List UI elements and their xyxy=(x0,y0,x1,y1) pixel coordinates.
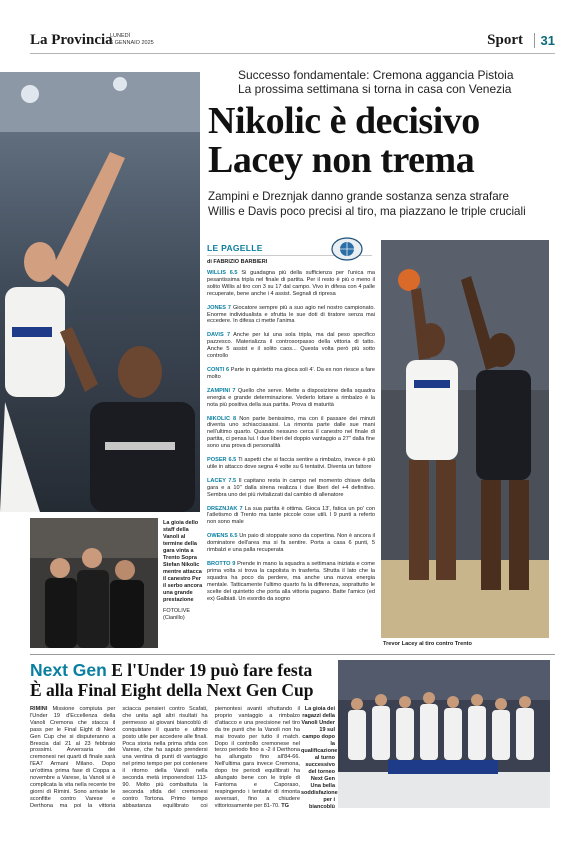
headline-line-1: Nikolic è decisivo xyxy=(208,100,480,142)
grade-poser xyxy=(207,457,375,471)
kicker-line-2: La prossima settimana si torna in casa con Venezia xyxy=(238,82,512,96)
grade-conti xyxy=(207,367,375,381)
grade-dreznjak xyxy=(207,506,375,527)
grade-text: Ti aspetti che si faccia sentire a rimbalzo, invece è più utile in attacco dove segna 4 volte su 6 tentativi. Diventa un fattore xyxy=(207,457,376,470)
grade-name: OWENS 6.5 xyxy=(207,533,238,540)
photo-caption-right: Trevor Lacey al tiro contro Trento xyxy=(383,641,472,647)
nextgen-body xyxy=(30,706,300,816)
grade-zampini xyxy=(207,388,375,409)
grade-text: Prende in mano la squadra a settimana iniziata e come prima volta si trova la capolista in trasferta. Sfrutta il lato che la squadra ha poco da perdere, ma anche una nuova energia mentale. Tatticamente l'ultimo quarto fa la differenza, soprattutto le scelte del quintetto che porta alla vittoria pagano. Batte l'amico (ed ex) Galbiati. Un esordio da sogno xyxy=(207,561,375,602)
nextgen-title-2: È alla Final Eight della Next Gen Cup xyxy=(30,680,314,700)
nextgen-photo-caption: La gioia dei ragazzi della Vanoli Under 19 sul campo dopo la qualificazione al turno successivo del torneo Next Gen Una bella soddisfazione per i biancoblù xyxy=(301,706,338,810)
grade-nikolic xyxy=(207,416,375,451)
grade-jones xyxy=(207,305,375,326)
pagelle-title: LE PAGELLE xyxy=(207,243,372,256)
nextgen-headline-line-1 xyxy=(30,660,340,680)
section-title: Sport xyxy=(487,32,523,48)
kicker-line-1: Successo fondamentale: Cremona aggancia Pistoia xyxy=(238,68,514,82)
article-headline xyxy=(208,102,558,180)
grade-name: POSER 6.5 xyxy=(207,457,237,464)
nextgen-title-1: E l'Under 19 può fare festa xyxy=(111,660,313,680)
grade-name: LACEY 7.5 xyxy=(207,477,237,484)
grade-lacey xyxy=(207,478,375,499)
section-divider xyxy=(30,654,555,655)
grade-name: CONTI 6 xyxy=(207,366,230,373)
photo-lacey xyxy=(381,240,549,638)
basketball-icon xyxy=(330,236,364,262)
subhead-line-1: Zampini e Dreznjak danno grande sostanza senza strafare xyxy=(208,190,509,203)
page-number: 31 xyxy=(534,33,555,48)
issue-weekday: LUNEDÌ xyxy=(110,33,131,39)
grade-name: DAVIS 7 xyxy=(207,332,231,339)
article-kicker xyxy=(238,68,558,96)
grade-text: La sua partita è ottima. Gioca 13', fatica un po' con l'atletismo di Trento ma tante piccole cose utili. I 9 punti a referto non sono male xyxy=(207,505,375,526)
grade-name: NIKOLIC 8 xyxy=(207,415,237,422)
grade-name: WILLIS 6.5 xyxy=(207,270,238,276)
grade-text: Quello che serve. Mette a disposizione della squadra energia e grande determinazione. Vederlo lottare a rimbalzo è la nota più positiva della sua partita. Prova di maturità xyxy=(207,387,375,408)
photo-caption-left xyxy=(163,520,205,622)
grade-text: Un paio di stoppate sono da copertina. Non è ancora il dominatore dell'area ma si fa sentire. Porta a casa 6 punti, 5 rimbalzi e una palla recuperata xyxy=(207,533,375,554)
grade-text: Il capitano resta in campo nel momento chiave della gara e a 10'' dalla sirena realizza i due liberi del +4 definitivo. Sembra uno dei più rivitalizzati dal cambio di allenatore xyxy=(207,477,375,498)
photo-staff-celebration xyxy=(30,518,158,648)
grade-text: Si guadagna più della sufficienza per l'unica ma pesantissima tripla nel finale di partita. Per il resto è più o meno il solito Willis al tiro con 3 su 17 dal campo. Vivo in difesa con 4 palle recuperate, bene anche i 4 assist. Segnali di ripresa xyxy=(207,270,375,297)
grade-text: Parte in quintetto ma gioca soli 4'. Da ex non riesce a fare molto xyxy=(207,366,375,380)
masthead xyxy=(30,30,555,54)
caption-left-text: La gioia dello staff della Vanoli al termine della gara vinta a Trento Sopra Stefan Nikolic mentre attacca il canestro Per il serbo ancora una grande prestazione xyxy=(163,520,203,603)
photo-under19-team xyxy=(338,660,550,808)
subhead-line-2: Willis e Davis poco precisi al tiro, ma piazzano le triple cruciali xyxy=(208,204,526,218)
nextgen-signature: TG xyxy=(281,802,289,809)
nextgen-dateline: RIMINI xyxy=(30,706,48,712)
issue-date xyxy=(110,33,154,47)
nextgen-body-text: Missione compiuta per l'Under 19 d'Eccellenza della Vanoli Cremona che stacca il pass per le Final Eight di Next Gen Cup che si disputeranno a Brescia dal 21 al 23 febbraio prossimi. Avversaria dei cremonesi nei quarti di finale sarà l'EA7 Armani Milano. Dopo un'ottima prima fase di Coppa a novembre a Varese, la Vanoli si è complicata la vita nella recente tre giorni di Rimini. Sono arrivate le sconfitte contro Varese e Derthona ma poi la vittoria sciacca pensieri contro Scafati, che unita agli altri risultati ha permesso ai giovani biancoblù di conquistare il quarto e ultimo posto utile per accedere alle finali. Poca storia nella prima sfida con Varese, che ha saputo prendersi una ventina di punti di vantaggio nel primo tempo per poi contenere il ritorno della Vanoli nella seconda metà imponendosi 113-90. Molto più combattuta la seconda sfida del cremonesi contro Tortona. Primo tempo abbastanza equilibrato coi piemontesi avanti sfruttando il proprio vantaggio a rimbalzo d'attacco e una precisione nel tiro da tre punti che la Vanoli non ha mai trovato per tutto il match. Dopo il controllo cremonese nel terzo periodo fino a -2 il Derthona ha allungato fino all'84-66. Nell'ultima gara invece Cremona, dopo tre periodi equilibrati ha allungato bene con le triple di Fantoma e Caporaso, respingendo i tentativi di rimonta avversari, fino a chiudere vittoriosamente per 81-70. xyxy=(30,706,300,809)
grade-text: Anche per lui una sola tripla, ma dal peso specifico pazzesco. Materializza il controsorpasso della vittoria di tatto. Anche 5 assist e il solito caos... Questa volta però più sotto controllo xyxy=(207,332,375,360)
grade-davis xyxy=(207,332,375,360)
pagelle-author: di FABRIZIO BARBIERI xyxy=(207,259,268,265)
grade-name: JONES 7 xyxy=(207,304,232,311)
grade-name: ZAMPINI 7 xyxy=(207,387,236,394)
grades-list xyxy=(207,270,375,609)
nextgen-headline xyxy=(30,660,340,700)
headline-line-2: Lacey non trema xyxy=(208,139,475,181)
grade-name: DREZNJAK 7 xyxy=(207,505,243,512)
issue-day: 6 GENNAIO 2025 xyxy=(110,40,154,46)
photo-credit: FOTOLIVE (Cianillo) xyxy=(163,608,191,621)
grade-brotto xyxy=(207,561,375,602)
grade-willis xyxy=(207,270,375,298)
nextgen-label: Next Gen xyxy=(30,660,107,680)
grade-text: Giocatore sempre più a suo agio nel nostro campionato. Enorme individualista e sfrutta le sue doti di tiratore senza mai eccedere. In difesa ci mette l'anima xyxy=(207,304,375,325)
newspaper-logo: La Provincia xyxy=(30,32,113,48)
photo-nikolic xyxy=(0,72,200,512)
grade-owens xyxy=(207,533,375,554)
grade-text: Non parte benissimo, ma con il passare dei minuti diventa uno schiacciasassi. La rimonta parte dalle sue mani nell'ultimo quarto. Quando nessuno cerca il canestro nel finale di partita, ci pensa lui. I due liberi del doppio vantaggio a 27'' dalla fine sono una prova di personalità xyxy=(207,415,375,450)
article-subhead xyxy=(208,190,558,219)
grade-name: BROTTO 9 xyxy=(207,561,236,567)
